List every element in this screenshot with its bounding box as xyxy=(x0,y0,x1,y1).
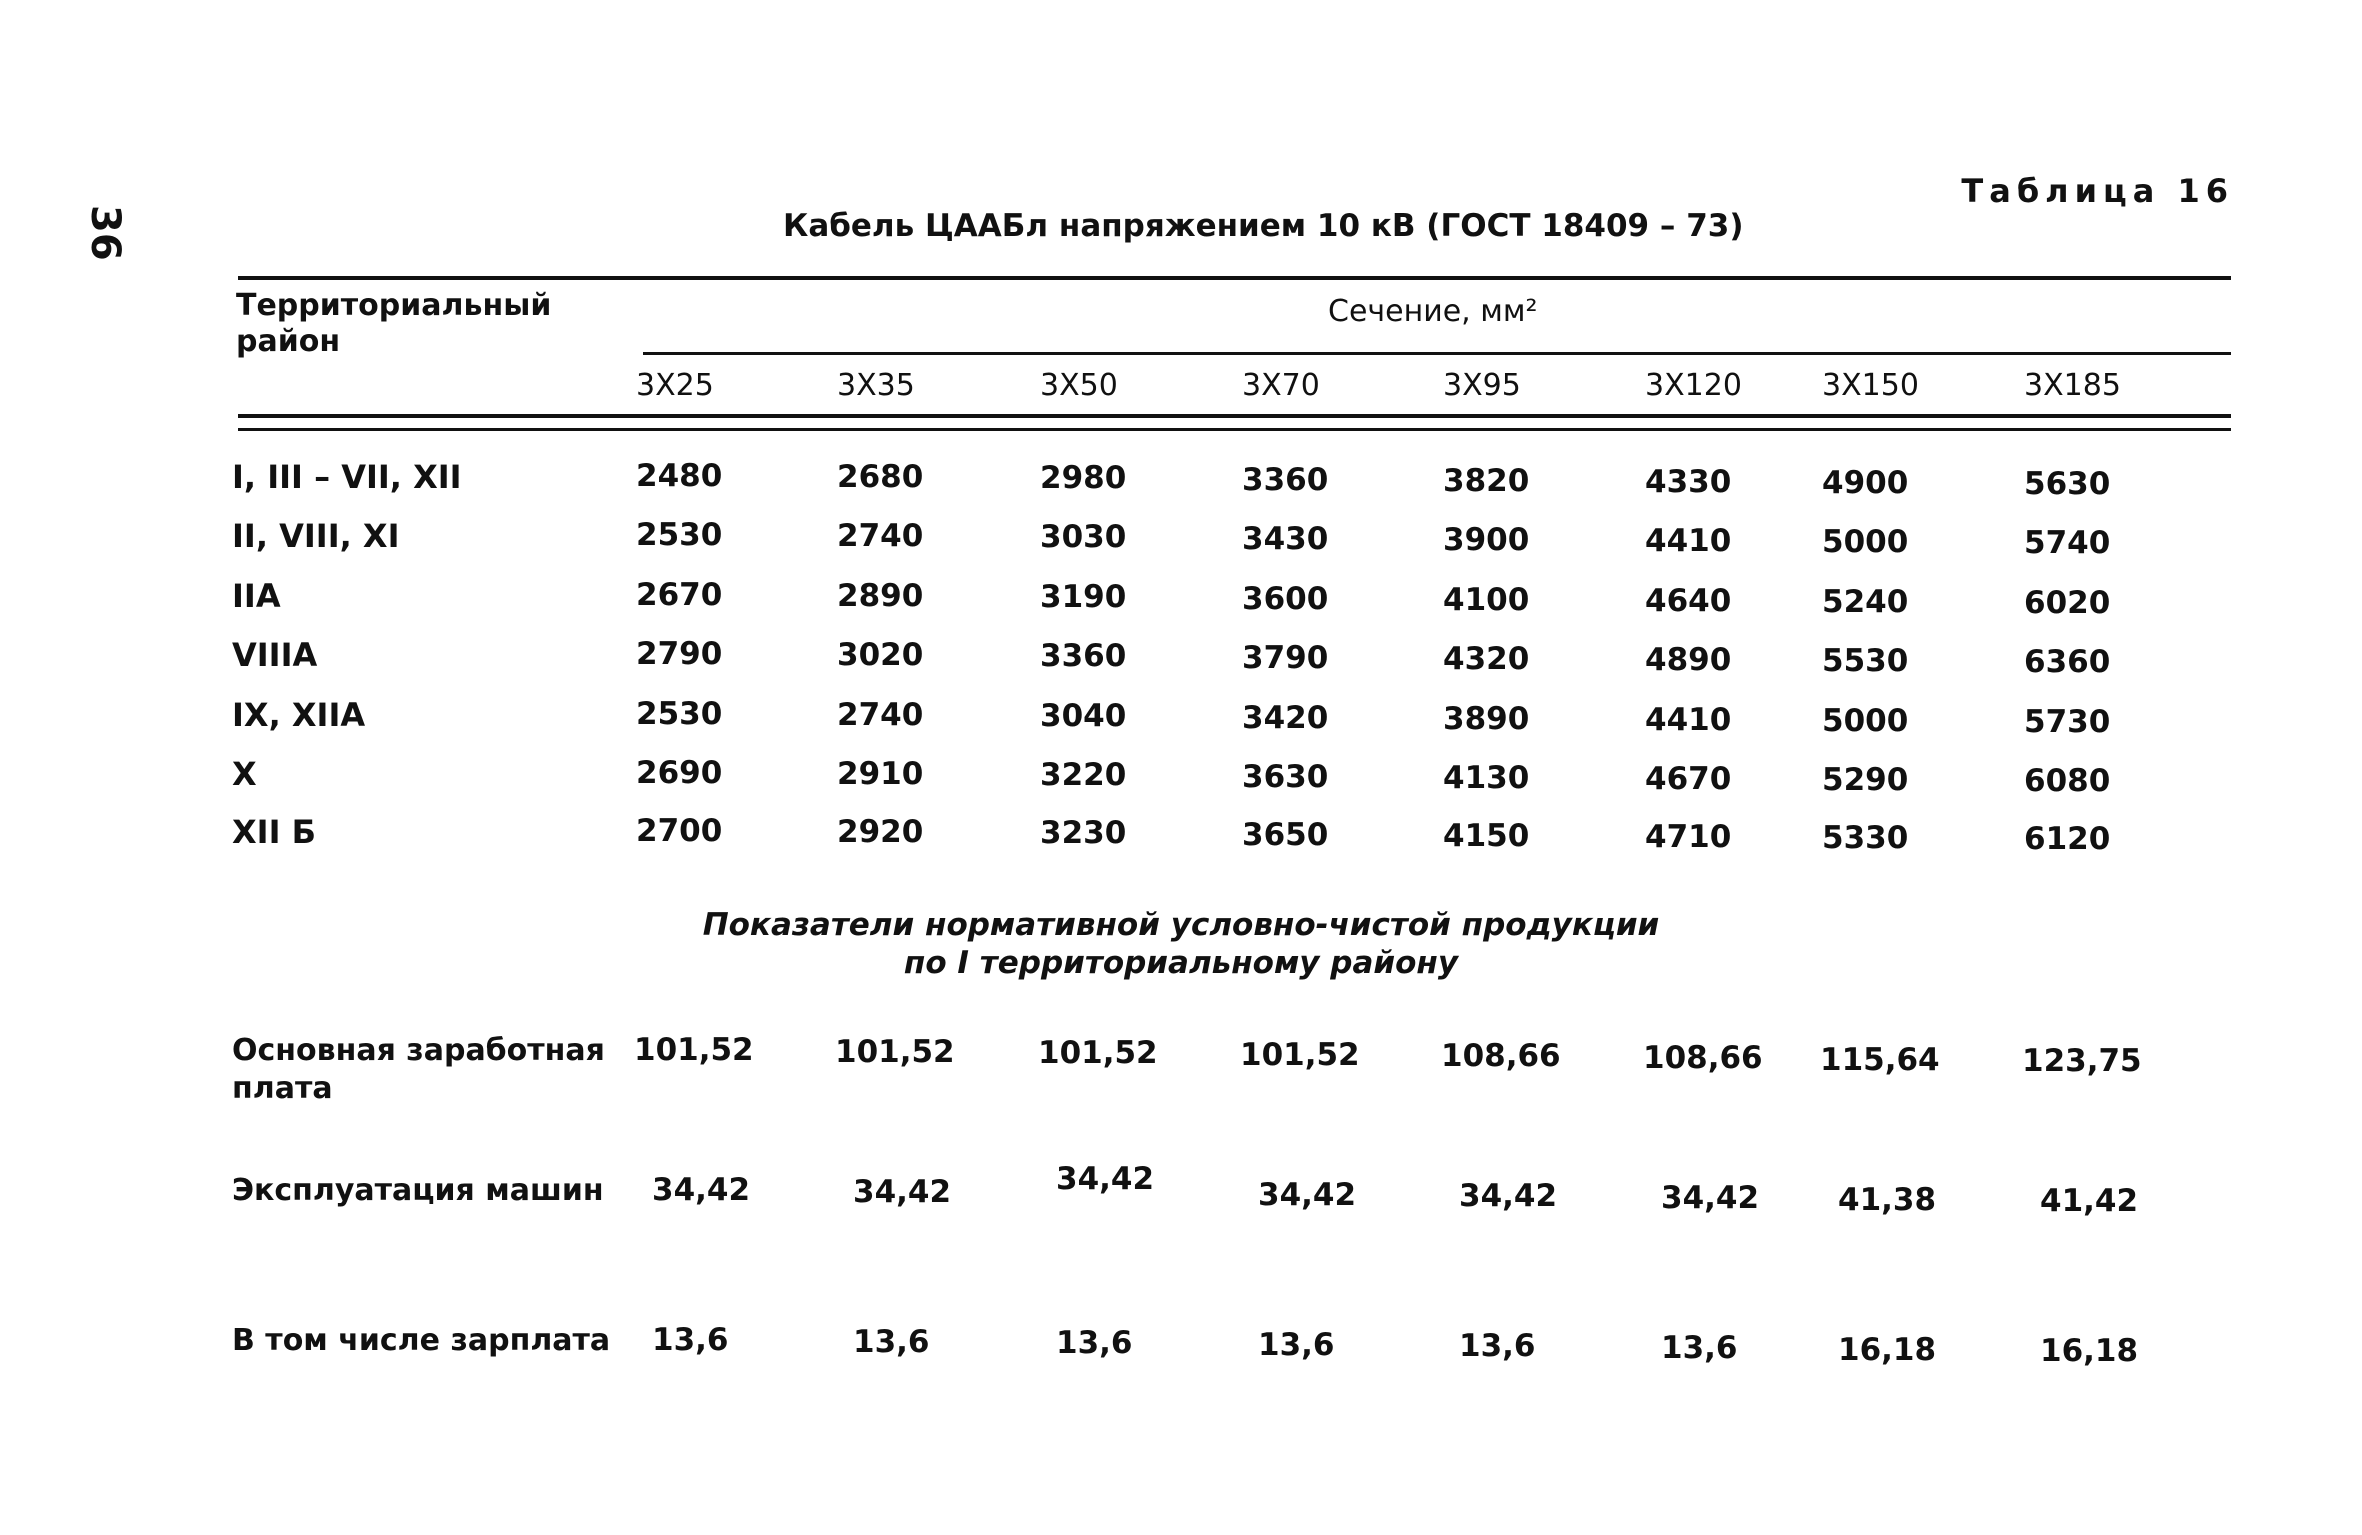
column-header: 3Х35 xyxy=(837,368,915,403)
table-cell: 3360 xyxy=(1040,638,1127,675)
table-cell: 2790 xyxy=(636,636,723,672)
table-cell: 3430 xyxy=(1242,520,1329,557)
table-cell: 4100 xyxy=(1443,581,1530,618)
subtitle-line-1: Показатели нормативной условно-чистой продукции xyxy=(702,907,1660,943)
table-cell: 5290 xyxy=(1822,762,1909,799)
indicators-subtitle xyxy=(0,906,2362,982)
column-header: 3Х25 xyxy=(636,368,714,403)
section-header: Сечение, мм² xyxy=(1328,294,1538,329)
table-cell: 2740 xyxy=(837,697,924,734)
indicator-cell: 13,6 xyxy=(1056,1325,1133,1362)
table-cell: 6360 xyxy=(2024,644,2111,681)
table-cell: 2920 xyxy=(837,814,924,851)
table-cell: 4410 xyxy=(1645,523,1732,559)
row-district-label: X xyxy=(232,755,257,793)
page-number: 36 xyxy=(82,205,128,261)
indicator-label-line-1: В том числе зарплата xyxy=(232,1323,611,1358)
indicator-label xyxy=(232,1172,604,1210)
table-label: Таблица 16 xyxy=(1961,172,2234,210)
column-header: 3Х120 xyxy=(1645,368,1742,403)
row-district-label: XII Б xyxy=(232,813,317,851)
column-header: 3Х150 xyxy=(1822,368,1919,403)
indicator-label-line-2: плата xyxy=(232,1071,333,1106)
column-header: 3Х50 xyxy=(1040,368,1118,403)
indicator-cell: 13,6 xyxy=(652,1322,729,1358)
table-cell: 6020 xyxy=(2024,585,2111,622)
indicator-label-line-1: Основная заработная xyxy=(232,1033,605,1068)
row-district-label: IIА xyxy=(232,577,281,615)
table-cell: 5730 xyxy=(2024,704,2111,741)
table-cell: 3420 xyxy=(1242,699,1329,736)
table-title: Кабель ЦААБл напряжением 10 кВ (ГОСТ 18409 – 73) xyxy=(783,208,1744,244)
table-cell: 4330 xyxy=(1645,464,1732,500)
header-bottom-rule xyxy=(238,414,2231,418)
table-cell: 3890 xyxy=(1443,700,1530,737)
table-cell: 5630 xyxy=(2024,466,2111,503)
indicator-cell: 16,18 xyxy=(1838,1331,1937,1368)
indicator-cell: 101,52 xyxy=(1240,1036,1360,1073)
table-cell: 3220 xyxy=(1040,757,1127,794)
indicator-cell: 34,42 xyxy=(1258,1176,1357,1213)
indicator-cell: 108,66 xyxy=(1441,1038,1561,1075)
column-header: 3Х70 xyxy=(1242,368,1320,403)
indicator-label-line-1: Эксплуатация машин xyxy=(232,1173,604,1208)
table-cell: 5000 xyxy=(1822,703,1909,740)
table-cell: 4670 xyxy=(1645,761,1732,797)
table-cell: 6080 xyxy=(2024,763,2111,800)
table-cell: 2480 xyxy=(636,458,723,494)
table-cell: 4640 xyxy=(1645,583,1732,619)
top-rule xyxy=(238,276,2231,280)
table-cell: 2700 xyxy=(636,813,723,849)
table-cell: 4130 xyxy=(1443,759,1530,796)
table-cell: 5240 xyxy=(1822,584,1909,621)
indicator-cell: 34,42 xyxy=(1661,1180,1760,1216)
district-header: Территориальный район xyxy=(236,288,552,359)
table-cell: 3360 xyxy=(1242,461,1329,498)
table-cell: 3600 xyxy=(1242,580,1329,617)
subtitle-line-2: по I территориальному району xyxy=(903,945,1459,981)
row-district-label: IX, XIIА xyxy=(232,696,366,734)
table-cell: 3230 xyxy=(1040,815,1127,852)
indicator-cell: 123,75 xyxy=(2022,1043,2142,1080)
table-cell: 3190 xyxy=(1040,579,1127,616)
indicator-cell: 13,6 xyxy=(853,1323,930,1360)
indicator-label xyxy=(232,1032,605,1108)
indicator-cell: 41,38 xyxy=(1838,1181,1937,1218)
table-cell: 5000 xyxy=(1822,524,1909,561)
table-cell: 2890 xyxy=(837,578,924,615)
indicator-cell: 41,42 xyxy=(2040,1183,2139,1220)
indicator-cell: 34,42 xyxy=(1056,1161,1155,1198)
indicator-cell: 101,52 xyxy=(835,1033,955,1070)
header-body-rule xyxy=(238,428,2231,431)
table-cell: 3630 xyxy=(1242,758,1329,795)
table-cell: 2690 xyxy=(636,755,723,791)
table-cell: 4320 xyxy=(1443,640,1530,677)
table-cell: 2670 xyxy=(636,577,723,613)
indicator-cell: 13,6 xyxy=(1258,1326,1335,1363)
indicator-cell: 34,42 xyxy=(853,1173,952,1210)
table-cell: 2530 xyxy=(636,696,723,732)
indicator-cell: 13,6 xyxy=(1661,1330,1738,1366)
indicator-cell: 101,52 xyxy=(634,1032,754,1068)
indicator-cell: 101,52 xyxy=(1038,1035,1158,1072)
table-cell: 3820 xyxy=(1443,462,1530,499)
column-header: 3Х95 xyxy=(1443,368,1521,403)
indicator-cell: 13,6 xyxy=(1459,1328,1536,1365)
table-cell: 5740 xyxy=(2024,525,2111,562)
indicator-cell: 108,66 xyxy=(1643,1040,1763,1076)
table-cell: 2530 xyxy=(636,517,723,553)
table-cell: 2740 xyxy=(837,518,924,555)
table-cell: 3020 xyxy=(837,637,924,674)
table-cell: 2680 xyxy=(837,459,924,496)
indicator-cell: 115,64 xyxy=(1820,1041,1940,1078)
table-cell: 3040 xyxy=(1040,698,1127,735)
section-rule xyxy=(643,352,2231,355)
indicator-label xyxy=(232,1322,610,1360)
row-district-label: VIIIА xyxy=(232,636,318,674)
table-cell: 4150 xyxy=(1443,817,1530,854)
table-cell: 3790 xyxy=(1242,639,1329,676)
table-cell: 3900 xyxy=(1443,521,1530,558)
table-cell: 3030 xyxy=(1040,519,1127,556)
indicator-cell: 34,42 xyxy=(652,1172,751,1208)
table-cell: 6120 xyxy=(2024,821,2111,858)
indicator-cell: 34,42 xyxy=(1459,1178,1558,1215)
column-header: 3Х185 xyxy=(2024,368,2121,403)
table-cell: 2910 xyxy=(837,756,924,793)
table-cell: 2980 xyxy=(1040,460,1127,497)
table-cell: 4900 xyxy=(1822,465,1909,502)
indicator-cell: 16,18 xyxy=(2040,1333,2139,1370)
row-district-label: II, VIII, XI xyxy=(232,517,400,555)
table-cell: 5330 xyxy=(1822,820,1909,857)
table-cell: 4410 xyxy=(1645,702,1732,738)
table-cell: 4890 xyxy=(1645,642,1732,678)
row-district-label: I, III – VII, XII xyxy=(232,458,462,496)
table-cell: 4710 xyxy=(1645,819,1732,855)
table-cell: 5530 xyxy=(1822,643,1909,680)
table-cell: 3650 xyxy=(1242,816,1329,853)
